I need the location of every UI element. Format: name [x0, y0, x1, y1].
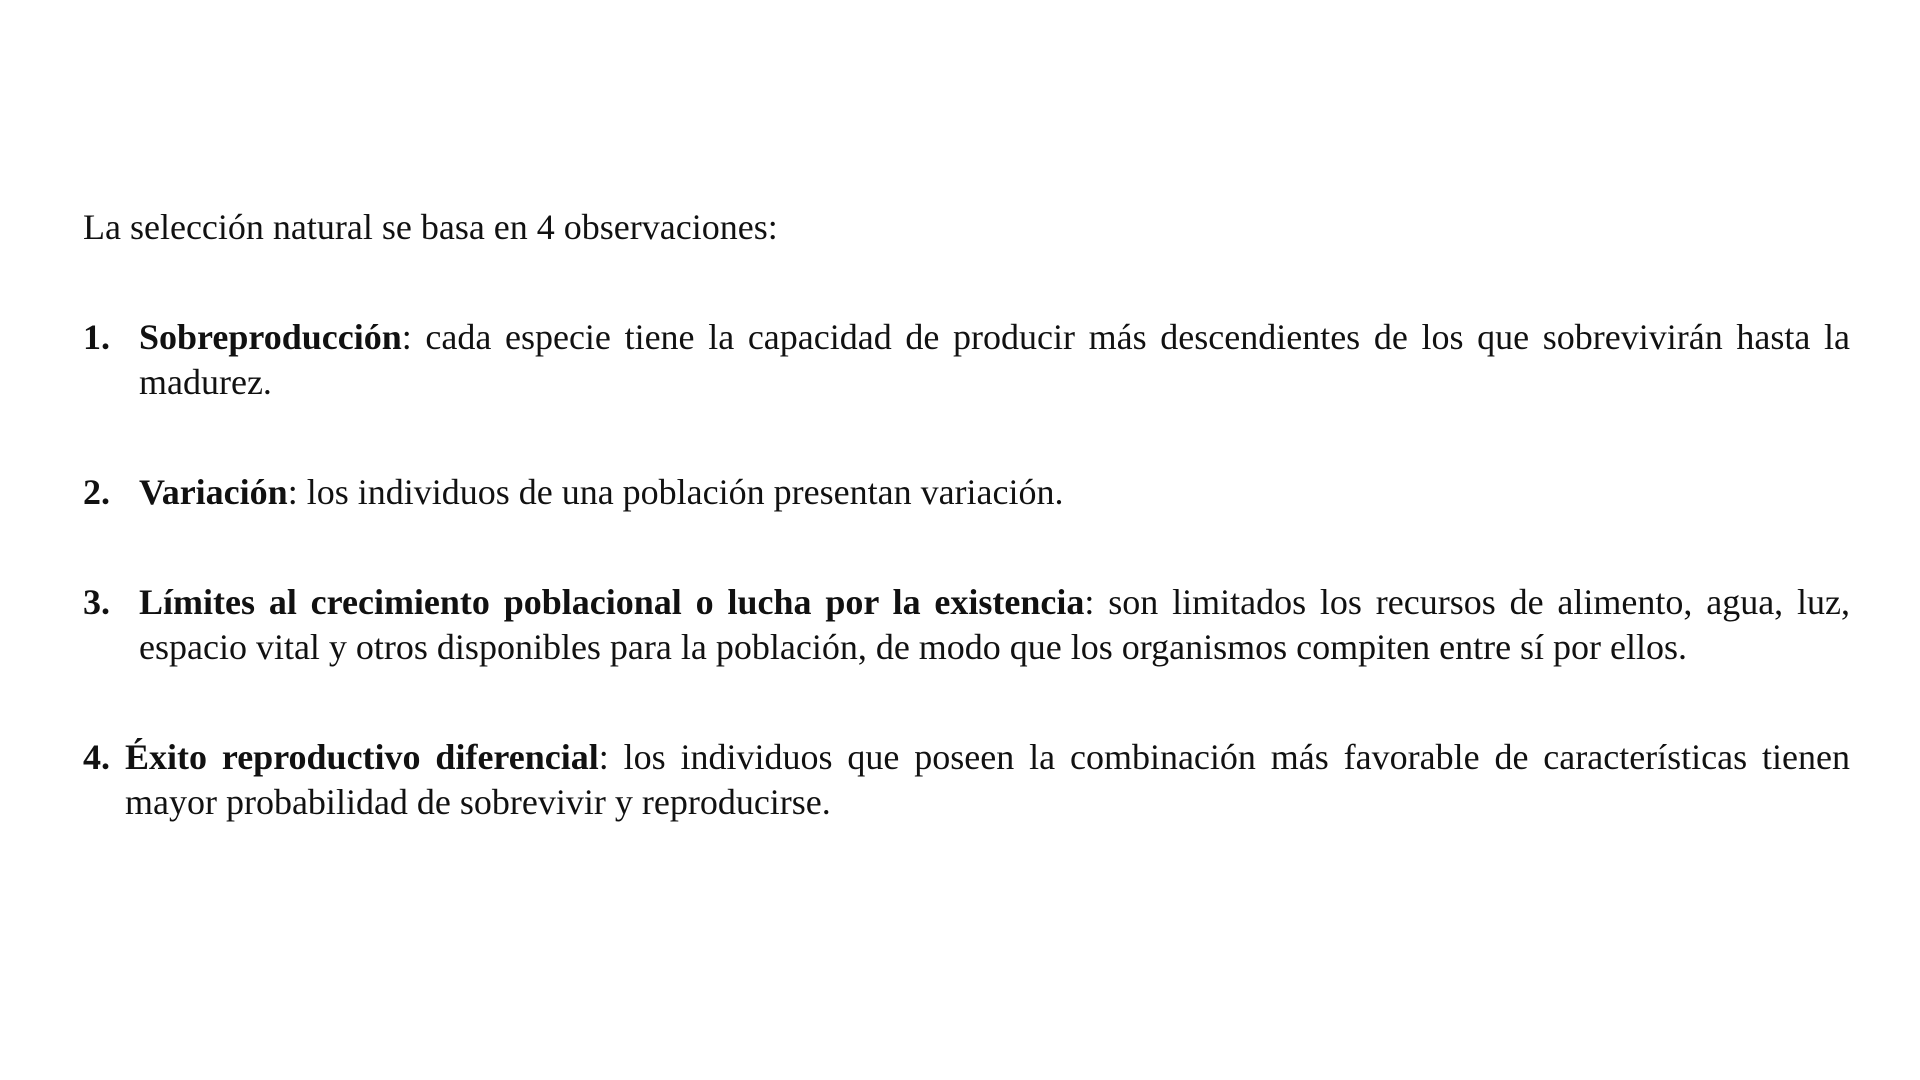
item-body [139, 580, 1850, 670]
slide-content [83, 205, 1850, 825]
list-item [83, 735, 1850, 825]
item-body [139, 470, 1850, 515]
item-description: : cada especie tiene la capacidad de producir más descendientes de los que sobrevivirán hasta la madurez. [139, 317, 1850, 402]
item-body [125, 735, 1850, 825]
list-item [83, 470, 1850, 515]
item-term: Éxito reproductivo diferencial [125, 737, 599, 777]
item-number: 1. [83, 317, 110, 357]
list-item [83, 315, 1850, 405]
item-description: : los individuos de una población presentan variación. [287, 472, 1064, 512]
item-body [139, 315, 1850, 405]
item-number: 2. [83, 472, 110, 512]
list-item [83, 580, 1850, 670]
observations-list [83, 315, 1850, 825]
intro-text: La selección natural se basa en 4 observaciones: [83, 207, 778, 247]
item-term: Límites al crecimiento poblacional o lucha por la existencia [139, 582, 1085, 622]
item-number: 4. [83, 737, 110, 777]
item-description: : son limitados los recursos de alimento, agua, luz, espacio vital y otros disponibles para la población, de modo que los organismos compiten entre sí por ellos. [139, 582, 1850, 667]
item-number: 3. [83, 582, 110, 622]
item-description: : los individuos que poseen la combinación más favorable de características tienen mayor probabilidad de sobrevivir y reproducirse. [125, 737, 1850, 822]
item-term: Sobreproducción [139, 317, 402, 357]
item-term: Variación [139, 472, 288, 512]
